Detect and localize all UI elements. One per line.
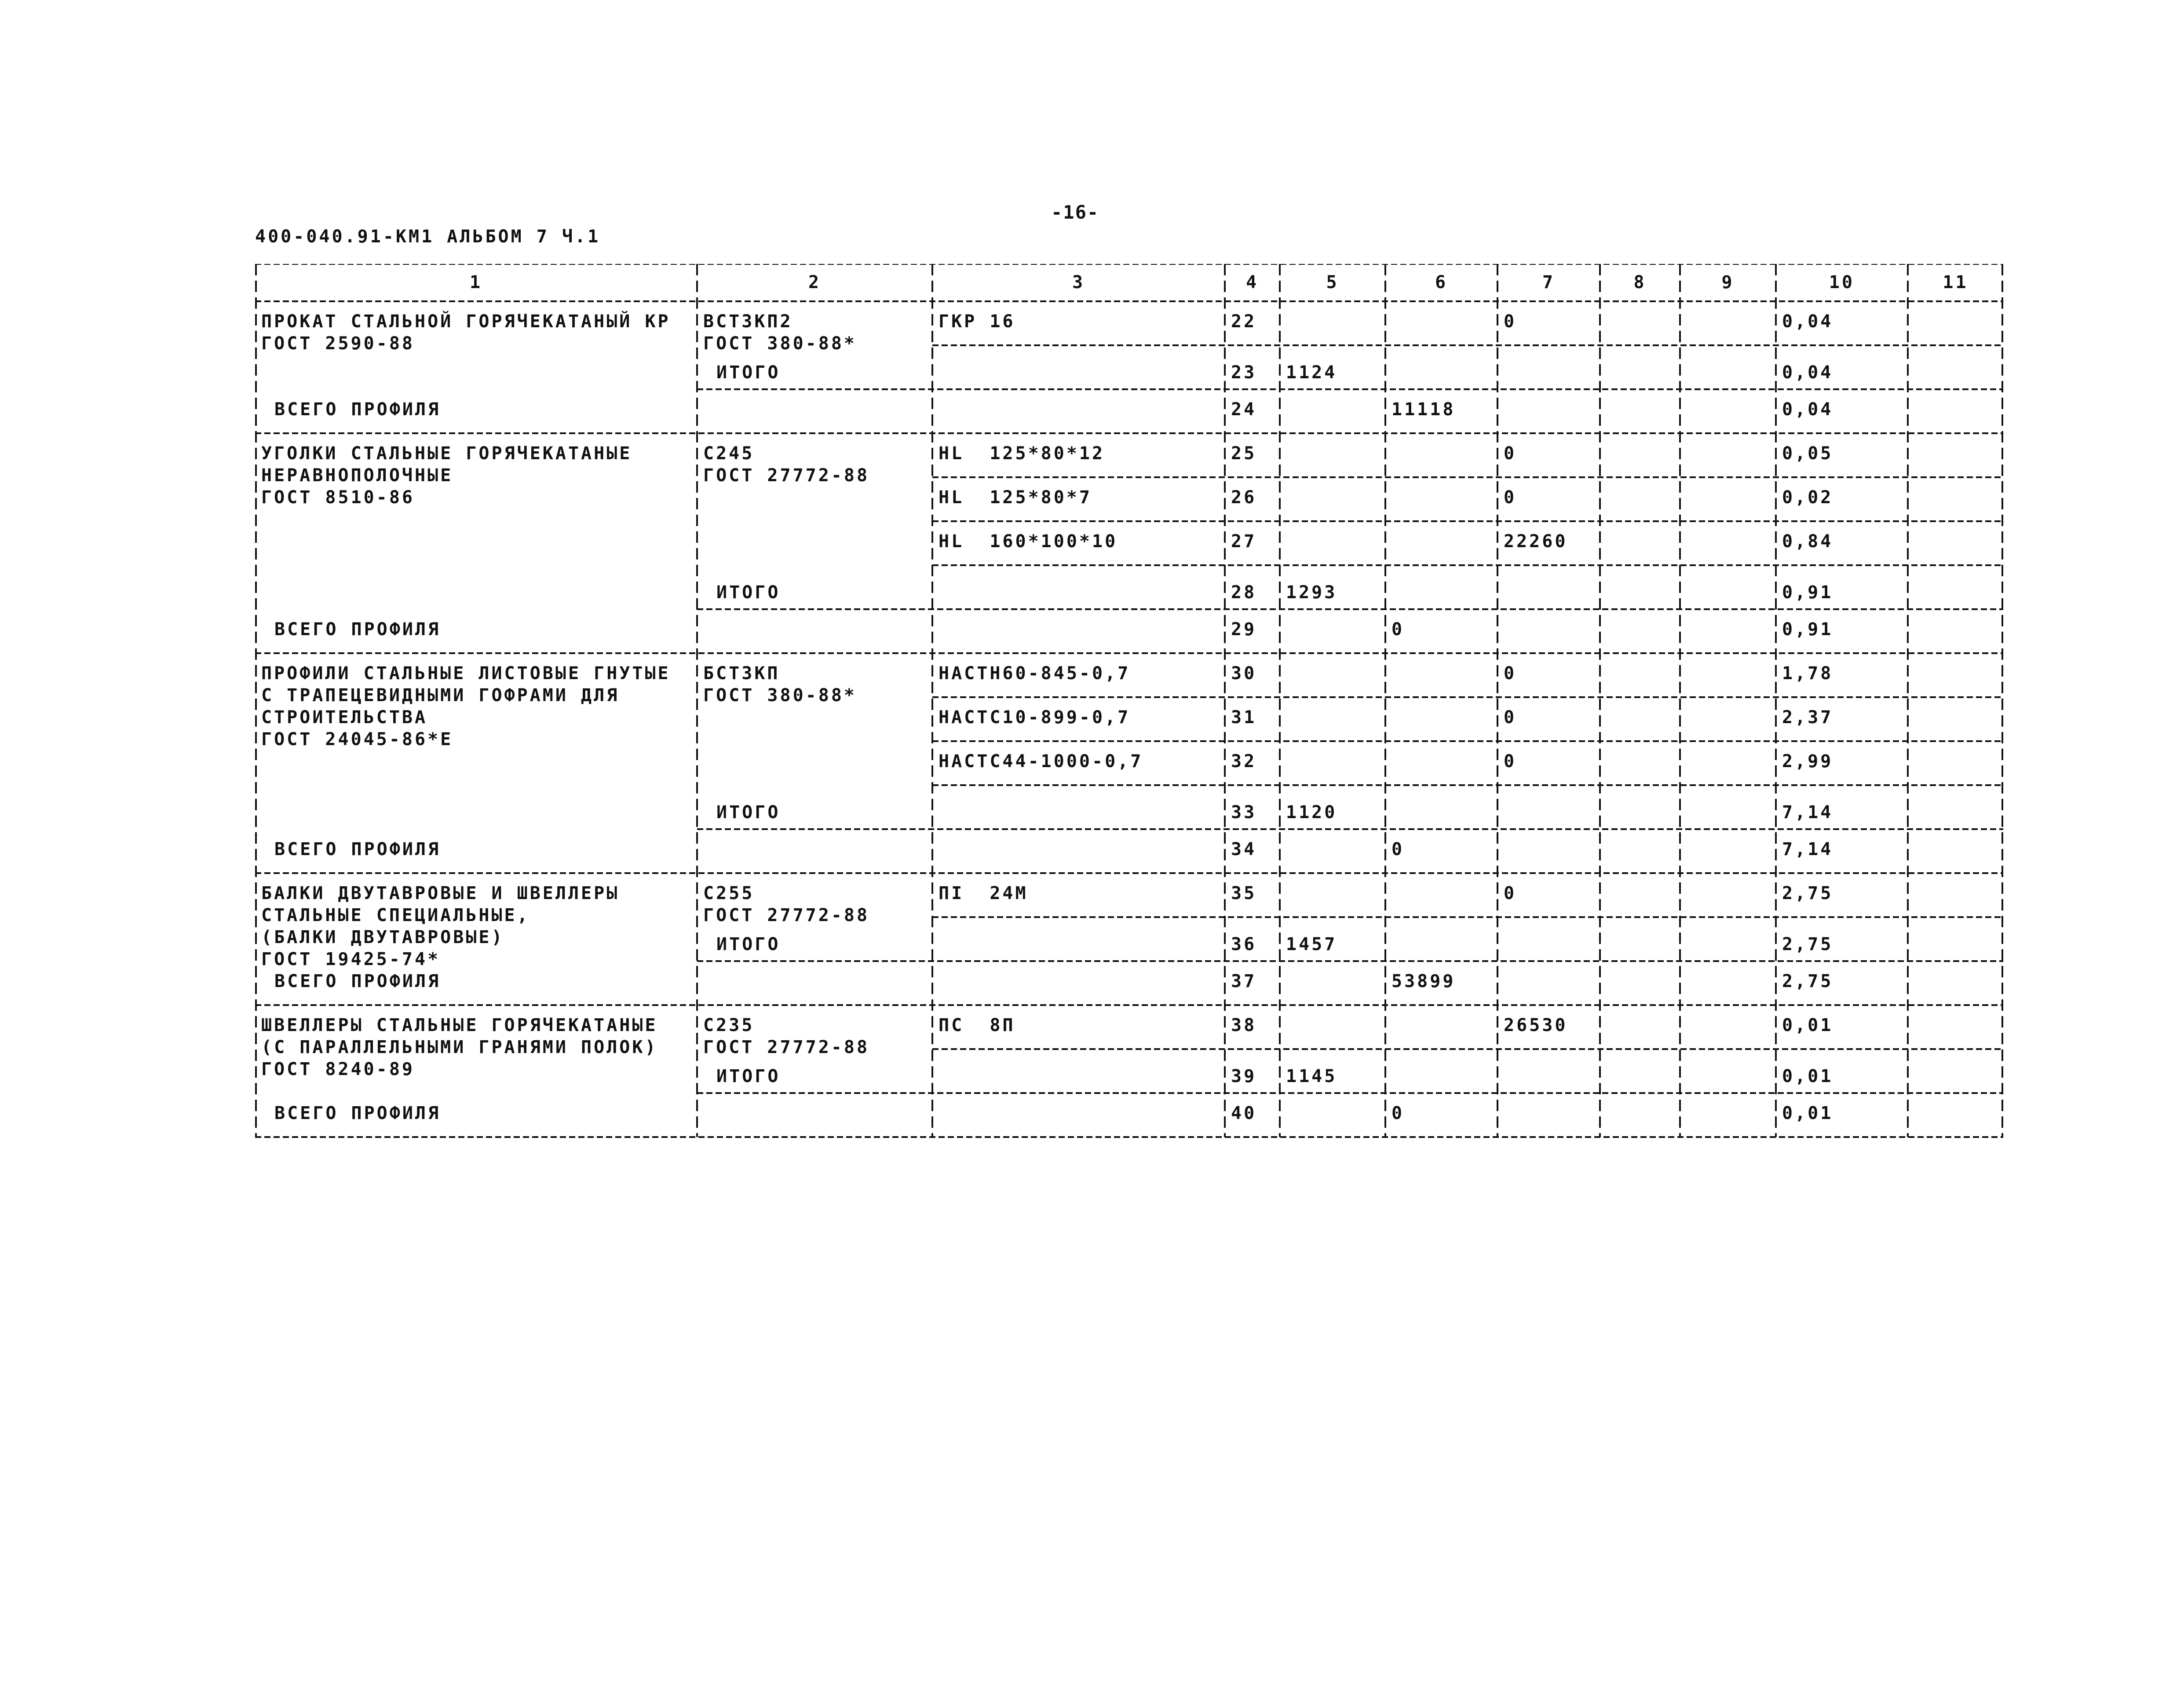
product-name-line: С ТРАПЕЦЕВИДНЫМИ ГОФРАМИ ДЛЯ	[261, 685, 620, 706]
profile-cell: НАСТН60-845-0,7	[939, 663, 1131, 684]
steel-grade-line: С235	[703, 1015, 755, 1035]
itogo-label: ИТОГО	[716, 1066, 781, 1086]
row-number-cell: 24	[1231, 399, 1257, 420]
steel-grade-line: ГОСТ 27772-88	[703, 465, 870, 486]
column-header: 6	[1435, 272, 1448, 293]
column-header: 9	[1721, 272, 1735, 293]
itogo-label: ИТОГО	[716, 934, 781, 955]
row-number-cell: 29	[1231, 619, 1257, 640]
col10-cell: 0,04	[1782, 362, 1833, 383]
column-header: 5	[1326, 272, 1339, 293]
product-name-line: ГОСТ 8240-89	[261, 1059, 415, 1079]
product-name-line: (БАЛКИ ДВУТАВРОВЫЕ)	[261, 927, 504, 947]
col5-cell: 1124	[1286, 362, 1337, 383]
product-name-line: ПРОКАТ СТАЛЬНОЙ ГОРЯЧЕКАТАНЫЙ КР	[261, 311, 671, 332]
col10-cell: 2,75	[1782, 934, 1833, 955]
total-profile-label: ВСЕГО ПРОФИЛЯ	[274, 619, 441, 640]
col10-cell: 0,05	[1782, 443, 1833, 464]
col10-cell: 0,04	[1782, 399, 1833, 420]
product-name-line: НЕРАВНОПОЛОЧНЫЕ	[261, 465, 453, 486]
total-profile-label: ВСЕГО ПРОФИЛЯ	[274, 839, 441, 859]
col10-cell: 2,75	[1782, 883, 1833, 903]
itogo-label: ИТОГО	[716, 802, 781, 823]
col10-cell: 0,91	[1782, 619, 1833, 640]
profile-cell: HL 160*100*10	[939, 531, 1118, 552]
col7-cell: 0	[1504, 707, 1517, 728]
row-number-cell: 36	[1231, 934, 1257, 955]
product-name-line: (С ПАРАЛЛЕЛЬНЫМИ ГРАНЯМИ ПОЛОК)	[261, 1037, 658, 1057]
profile-cell: ГКР 16	[939, 311, 1015, 332]
steel-grade-line: ГОСТ 27772-88	[703, 1037, 870, 1057]
row-number-cell: 37	[1231, 971, 1257, 991]
row-number-cell: 38	[1231, 1015, 1257, 1035]
col10-cell: 2,99	[1782, 751, 1833, 772]
row-number-cell: 22	[1231, 311, 1257, 332]
row-number-cell: 26	[1231, 487, 1257, 508]
column-header: 10	[1829, 272, 1855, 293]
itogo-label: ИТОГО	[716, 362, 781, 383]
steel-grade-line: ГОСТ 380-88*	[703, 685, 857, 706]
col10-cell: 0,91	[1782, 582, 1833, 603]
row-number-cell: 35	[1231, 883, 1257, 903]
product-name-line: ГОСТ 8510-86	[261, 487, 415, 508]
steel-grade-line: ВСТ3КП2	[703, 311, 793, 332]
product-name-line: ГОСТ 19425-74*	[261, 949, 441, 969]
col7-cell: 0	[1504, 487, 1517, 508]
profile-cell: НАСТС44-1000-0,7	[939, 751, 1143, 772]
col10-cell: 7,14	[1782, 839, 1833, 859]
row-number-cell: 31	[1231, 707, 1257, 728]
col6-cell: 53899	[1391, 971, 1456, 991]
col10-cell: 0,04	[1782, 311, 1833, 332]
col10-cell: 1,78	[1782, 663, 1833, 684]
product-name-line: БАЛКИ ДВУТАВРОВЫЕ И ШВЕЛЛЕРЫ	[261, 883, 620, 903]
col10-cell: 0,01	[1782, 1103, 1833, 1123]
col10-cell: 2,75	[1782, 971, 1833, 991]
column-header: 4	[1245, 272, 1259, 293]
col10-cell: 0,01	[1782, 1066, 1833, 1086]
col7-cell: 22260	[1504, 531, 1568, 552]
itogo-label: ИТОГО	[716, 582, 781, 603]
steel-grade-line: БСТ3КП	[703, 663, 780, 684]
col7-cell: 26530	[1504, 1015, 1568, 1035]
col10-cell: 0,01	[1782, 1015, 1833, 1035]
col7-cell: 0	[1504, 311, 1517, 332]
page-number: -16-	[1051, 201, 1099, 223]
col5-cell: 1293	[1286, 582, 1337, 603]
col7-cell: 0	[1504, 443, 1517, 464]
col6-cell: 0	[1391, 1103, 1405, 1123]
column-header: 2	[808, 272, 822, 293]
row-number-cell: 28	[1231, 582, 1257, 603]
col10-cell: 0,02	[1782, 487, 1833, 508]
col7-cell: 0	[1504, 751, 1517, 772]
table-grid	[255, 264, 2003, 1214]
col6-cell: 0	[1391, 839, 1405, 859]
steel-grade-line: С255	[703, 883, 755, 903]
row-number-cell: 39	[1231, 1066, 1257, 1086]
product-name-line: ПРОФИЛИ СТАЛЬНЫЕ ЛИСТОВЫЕ ГНУТЫЕ	[261, 663, 671, 684]
row-number-cell: 40	[1231, 1103, 1257, 1123]
column-header: 3	[1072, 272, 1085, 293]
profile-cell: HL 125*80*12	[939, 443, 1105, 464]
row-number-cell: 27	[1231, 531, 1257, 552]
row-number-cell: 25	[1231, 443, 1257, 464]
col5-cell: 1457	[1286, 934, 1337, 955]
profile-cell: ПI 24М	[939, 883, 1028, 903]
total-profile-label: ВСЕГО ПРОФИЛЯ	[274, 1103, 441, 1123]
profile-cell: HL 125*80*7	[939, 487, 1092, 508]
product-name-line: ШВЕЛЛЕРЫ СТАЛЬНЫЕ ГОРЯЧЕКАТАНЫЕ	[261, 1015, 658, 1035]
row-number-cell: 33	[1231, 802, 1257, 823]
row-number-cell: 32	[1231, 751, 1257, 772]
profile-cell: ПС 8П	[939, 1015, 1015, 1035]
col7-cell: 0	[1504, 883, 1517, 903]
product-name-line: ГОСТ 2590-88	[261, 333, 415, 354]
steel-grade-line: ГОСТ 380-88*	[703, 333, 857, 354]
product-name-line: СТАЛЬНЫЕ СПЕЦИАЛЬНЫЕ,	[261, 905, 530, 925]
product-name-line: СТРОИТЕЛЬСТВА	[261, 707, 428, 728]
column-header: 7	[1542, 272, 1556, 293]
row-number-cell: 34	[1231, 839, 1257, 859]
profile-cell: НАСТС10-899-0,7	[939, 707, 1131, 728]
column-header: 11	[1943, 272, 1969, 293]
materials-table	[255, 264, 2003, 1214]
steel-grade-line: С245	[703, 443, 755, 464]
column-header: 1	[469, 272, 483, 293]
col10-cell: 7,14	[1782, 802, 1833, 823]
row-number-cell: 23	[1231, 362, 1257, 383]
total-profile-label: ВСЕГО ПРОФИЛЯ	[274, 399, 441, 420]
col5-cell: 1145	[1286, 1066, 1337, 1086]
col7-cell: 0	[1504, 663, 1517, 684]
col10-cell: 0,84	[1782, 531, 1833, 552]
row-number-cell: 30	[1231, 663, 1257, 684]
col6-cell: 11118	[1391, 399, 1456, 420]
product-name-line: УГОЛКИ СТАЛЬНЫЕ ГОРЯЧЕКАТАНЫЕ	[261, 443, 632, 464]
steel-grade-line: ГОСТ 27772-88	[703, 905, 870, 925]
col5-cell: 1120	[1286, 802, 1337, 823]
product-name-line: ГОСТ 24045-86*Е	[261, 729, 453, 750]
col6-cell: 0	[1391, 619, 1405, 640]
total-profile-label: ВСЕГО ПРОФИЛЯ	[274, 971, 441, 991]
col10-cell: 2,37	[1782, 707, 1833, 728]
column-header: 8	[1633, 272, 1647, 293]
document-code: 400-040.91-КМ1 АЛЬБОМ 7 Ч.1	[255, 227, 601, 247]
